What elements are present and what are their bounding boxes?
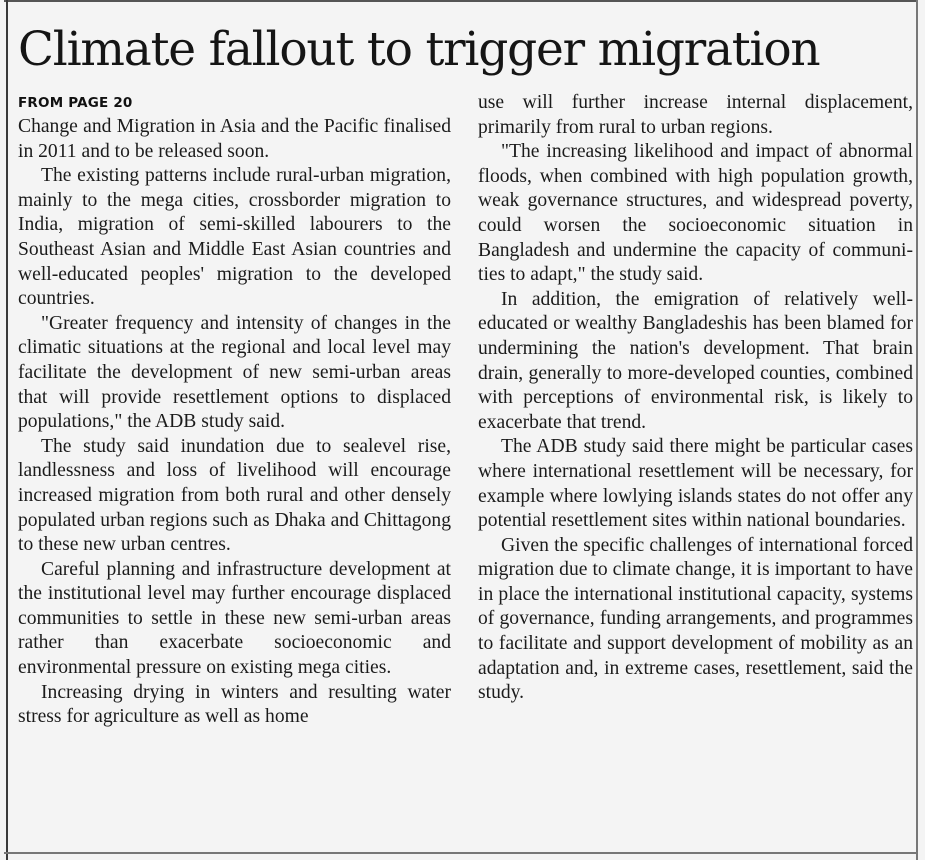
continued-from-kicker: FROM PAGE 20 [18,95,133,111]
top-border-rule [4,0,916,2]
left-column [18,91,451,730]
left-paragraph-3: "Greater frequency and intensity of changes in the climatic situations at the regional and local level may facilitate the development of new semi-urban areas that will provide resettlement options to displaced populations," the ADB study said. [18,312,451,433]
left-paragraph-1: Change and Migration in Asia and the Pacific finalised in 2011 and to be released soon. [18,116,451,162]
right-column [478,91,913,706]
left-paragraph-6: Increasing drying in winters and resulting water stress for agriculture as well as home [18,681,451,728]
left-paragraph-5: Careful planning and infrastructure development at the institutional level may further encourage displaced communities to settle in these new semi-urban areas rather than exacerbate socioeconomic and environmental pressure on existing mega cities. [18,558,451,679]
right-paragraph-5: Given the specific challenges of international forced migration due to climate change, it is important to have in place the international institutional capacity, systems of governance, funding arrangements, and programmes to facilitate and support development of mobility as an adaptation and, in extreme cases, resettlement, said the study. [478,534,913,704]
left-paragraph-4: The study said inundation due to sealevel rise, landlessness and loss of livelihood will encourage increased migration from both rural and other densely populated urban regions such as Dhaka and Chittagong to these new urban centres. [18,435,451,556]
right-border-rule [916,0,918,860]
headline: Climate fallout to trigger migration [18,22,820,77]
right-paragraph-1: use will further increase internal displacement, primarily from rural to urban regions. [478,92,913,138]
right-paragraph-3: In addition, the emigration of relatively well-educated or wealthy Bangladeshis has been blamed for undermining the nation's development. That brain drain, generally to more-developed counties, combined with perceptions of environmental risk, is likely to exacerbate that trend. [478,288,913,433]
bottom-border-rule [4,852,918,854]
left-paragraph-2: The existing patterns include rural-urban migration, mainly to the mega cities, crossborder migration to India, migration of semi-skilled labourers to the Southeast Asian and Middle East Asian countries and well-educated peoples' migration to the developed countries. [18,165,451,310]
right-paragraph-4: The ADB study said there might be particular cases where international resettlement will be necessary, for example where lowlying islands states do not offer any potential resettlement sites within national boundaries. [478,436,913,532]
right-paragraph-2: "The increasing likelihood and impact of abnormal floods, when combined with high population growth, weak governance structures, and widespread poverty, could worsen the socioeconomic situation in Bangladesh and undermine the capacity of communities to adapt," the study said. [478,141,913,286]
left-border-rule [6,0,8,860]
